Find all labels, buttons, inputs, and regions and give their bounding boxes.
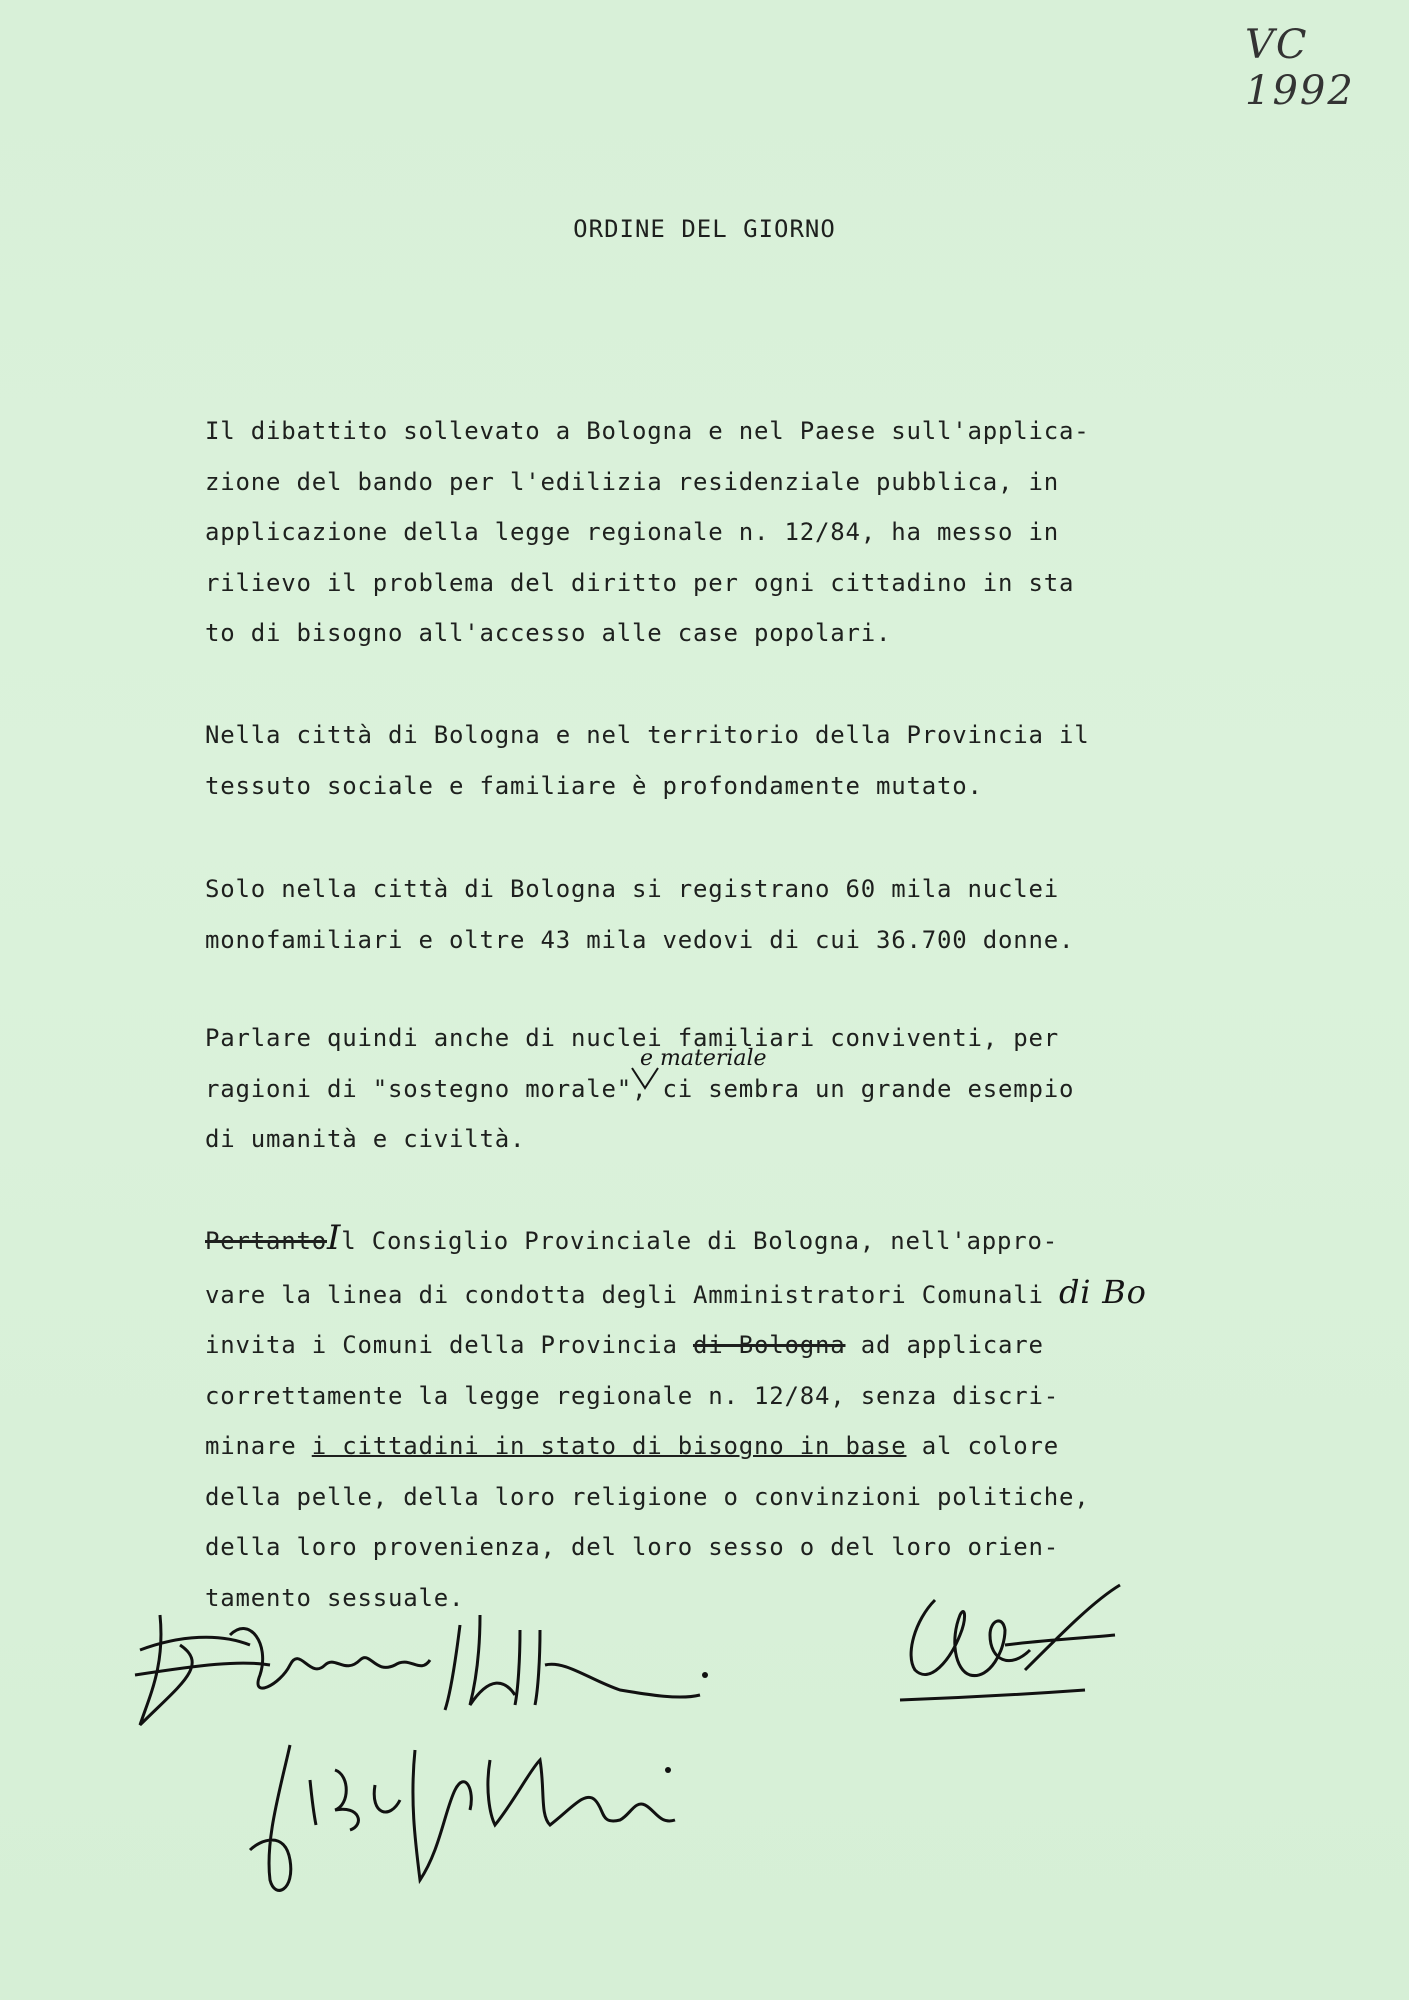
text-line xyxy=(205,1064,1215,1115)
text-segment: ragioni di "sostegno morale xyxy=(205,1074,617,1103)
paragraph-3 xyxy=(205,864,1215,965)
text-line: tamento sessuale. xyxy=(205,1583,465,1612)
text-line xyxy=(205,1213,1215,1267)
text-segment: minare xyxy=(205,1432,312,1460)
paragraph-2 xyxy=(205,710,1215,811)
text-segment: invita i Comuni della Provincia xyxy=(205,1331,693,1359)
text-line: Il dibattito sollevato a Bologna e nel Paese sull'applica- xyxy=(205,417,1090,445)
text-line: monofamiliari e oltre 43 mila vedovi di cui 36.700 donne. xyxy=(205,925,1075,954)
handwritten-addition: di Bo xyxy=(1058,1272,1147,1311)
text-line xyxy=(205,1320,1215,1371)
underlined-phrase: i cittadini in stato di bisogno in base xyxy=(311,1432,907,1460)
text-line: di umanità e civiltà. xyxy=(205,1125,526,1153)
paragraph-1 xyxy=(205,406,1215,659)
text-line: zione del bando per l'edilizia residenziale pubblica, in xyxy=(205,467,1059,496)
text-segment: vare la linea di condotta degli Amministratori Comunali xyxy=(205,1280,1044,1309)
text-line xyxy=(205,1267,1215,1321)
text-segment: ", ci sembra un grande esempio xyxy=(616,1074,1075,1103)
document-title: ORDINE DEL GIORNO xyxy=(573,215,836,243)
text-segment: l Consiglio Provinciale di Bologna, nell'appro- xyxy=(341,1227,1058,1255)
paragraph-5 xyxy=(205,1213,1215,1623)
archive-handwritten-note: VC 1992 xyxy=(1245,22,1355,114)
handwritten-insertion: e materiale xyxy=(640,1046,767,1071)
text-line xyxy=(205,1421,1215,1472)
text-line: Nella città di Bologna e nel territorio della Provincia il xyxy=(205,721,1090,749)
text-line: correttamente la legge regionale n. 12/84, senza discri- xyxy=(205,1381,1059,1410)
text-line: applicazione della legge regionale n. 12/84, ha messo in xyxy=(205,518,1059,546)
struck-word: Pertanto xyxy=(205,1227,327,1255)
insertion-caret-icon xyxy=(630,1066,660,1090)
signature-right xyxy=(895,1580,1155,1730)
text-line: della loro provenienza, del loro sesso o del loro orien- xyxy=(205,1533,1059,1561)
struck-phrase: di Bologna xyxy=(692,1331,846,1359)
signature-left-bottom xyxy=(240,1730,710,1910)
text-line: della pelle, della loro religione o convinzioni politiche, xyxy=(205,1482,1090,1511)
text-line: rilievo il problema del diritto per ogni cittadino in sta xyxy=(205,568,1075,597)
text-line: Parlare quindi anche di nuclei familiari conviventi, per xyxy=(205,1024,1059,1052)
text-segment: al colore xyxy=(906,1432,1059,1460)
text-segment: ad applicare xyxy=(845,1331,1044,1359)
text-line: to di bisogno all'accesso alle case popolari. xyxy=(205,619,892,647)
paragraph-4 xyxy=(205,1013,1215,1165)
text-line: tessuto sociale e familiare è profondamente mutato. xyxy=(205,771,983,800)
handwritten-capital: I xyxy=(327,1218,342,1258)
text-line: Solo nella città di Bologna si registrano 60 mila nuclei xyxy=(205,875,1059,903)
